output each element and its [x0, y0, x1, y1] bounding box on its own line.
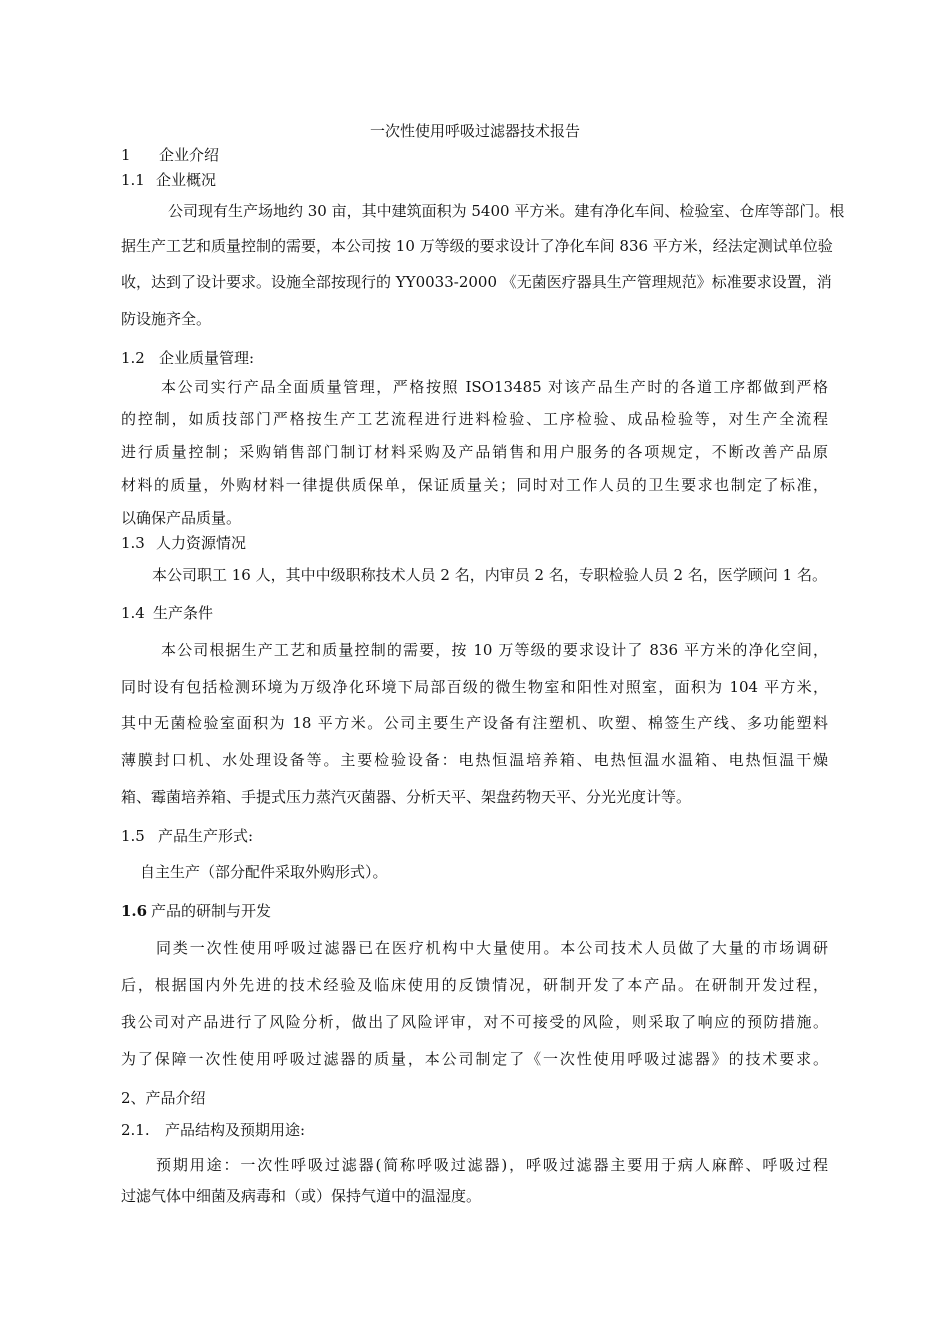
- section-title: 企业概况: [156, 171, 217, 189]
- section-title: 生产条件: [153, 604, 214, 622]
- paragraph-line: 据生产工艺和质量控制的需要，本公司按 10 万等级的要求设计了净化车间 836 平方米，经法定测试单位验: [121, 237, 833, 255]
- paragraph-line: 防设施齐全。: [121, 310, 212, 328]
- section-number: 1.4: [121, 604, 145, 622]
- section-2-1-heading: [121, 1120, 305, 1140]
- section-number: 1.3: [121, 534, 145, 552]
- paragraph-line: 其中无菌检验室面积为 18 平方米。公司主要生产设备有注塑机、吹塑、棉签生产线、多功能塑料: [121, 714, 828, 732]
- section-number: 1.2: [121, 349, 145, 367]
- section-1-6-heading: [121, 901, 271, 921]
- paragraph-line: 箱、霉菌培养箱、手提式压力蒸汽灭菌器、分析天平、架盘药物天平、分光光度计等。: [121, 788, 692, 806]
- section-number: 1.1: [121, 171, 145, 189]
- paragraph-line: 过滤气体中细菌及病毒和（或）保持气道中的温湿度。: [121, 1187, 482, 1205]
- paragraph-line: 以确保产品质量。: [121, 509, 242, 527]
- paragraph-line: 公司现有生产场地约 30 亩，其中建筑面积为 5400 平方米。建有净化车间、检验室、仓库等部门。根: [168, 202, 845, 220]
- section-title: 企业质量管理:: [159, 349, 255, 367]
- section-number: 2.1.: [121, 1121, 150, 1139]
- section-2-heading: 2、产品介绍: [121, 1089, 206, 1107]
- section-title: 企业介绍: [159, 146, 220, 164]
- paragraph-line: 本公司实行产品全面质量管理，严格按照 ISO13485 对该产品生产时的各道工序都做到严格: [161, 378, 828, 396]
- paragraph-line: 薄膜封口机、水处理设备等。主要检验设备：电热恒温培养箱、电热恒温水温箱、电热恒温干燥: [121, 751, 828, 769]
- section-1-4-heading: [121, 603, 213, 623]
- section-number: 1: [121, 146, 131, 164]
- section-1-5-heading: [121, 826, 253, 846]
- section-1-heading: [121, 145, 219, 165]
- paragraph-line: 预期用途：一次性呼吸过滤器(简称呼吸过滤器)，呼吸过滤器主要用于病人麻醉、呼吸过程: [156, 1156, 828, 1174]
- paragraph-line: 收，达到了设计要求。设施全部按现行的 YY0033-2000 《无菌医疗器具生产管理规范》标准要求设置，消: [121, 273, 832, 291]
- section-title: 人力资源情况: [156, 534, 247, 552]
- section-1-2-heading: [121, 348, 254, 368]
- paragraph-line: 同时设有包括检测环境为万级净化环境下局部百级的微生物室和阳性对照室，面积为 104 平方米，: [121, 678, 828, 696]
- section-number: 1.5: [121, 827, 145, 845]
- paragraph-line: 为了保障一次性使用呼吸过滤器的质量，本公司制定了《一次性使用呼吸过滤器》的技术要求。: [121, 1050, 828, 1068]
- paragraph-line: 进行质量控制；采购销售部门制订材料采购及产品销售和用户服务的各项规定，不断改善产品原: [121, 443, 828, 461]
- section-number: 1.6: [121, 902, 148, 920]
- paragraph-line: 材料的质量，外购材料一律提供质保单，保证质量关；同时对工作人员的卫生要求也制定了标准，: [121, 476, 828, 494]
- section-title: 产品结构及预期用途:: [165, 1121, 306, 1139]
- paragraph-line: 我公司对产品进行了风险分析，做出了风险评审，对不可接受的风险，则采取了响应的预防措施。: [121, 1013, 828, 1031]
- section-title: 产品的研制与开发: [151, 902, 272, 920]
- paragraph-line: 本公司根据生产工艺和质量控制的需要，按 10 万等级的要求设计了 836 平方米的净化空间，: [161, 641, 828, 659]
- paragraph-line: 的控制，如质技部门严格按生产工艺流程进行进料检验、工序检验、成品检验等，对生产全流程: [121, 410, 828, 428]
- section-1-3-heading: [121, 533, 246, 553]
- section-title: 产品生产形式:: [158, 827, 254, 845]
- paragraph-line: 自主生产（部分配件采取外购形式）。: [140, 863, 388, 881]
- document-title: 一次性使用呼吸过滤器技术报告: [369, 122, 580, 140]
- paragraph-line: 后，根据国内外先进的技术经验及临床使用的反馈情况，研制开发了本产品。在研制开发过程，: [121, 976, 828, 994]
- paragraph-line: 同类一次性使用呼吸过滤器已在医疗机构中大量使用。本公司技术人员做了大量的市场调研: [156, 939, 828, 957]
- section-1-1-heading: [121, 170, 216, 190]
- paragraph-line: 本公司职工 16 人，其中中级职称技术人员 2 名，内审员 2 名，专职检验人员 2 名，医学顾问 1 名。: [152, 566, 827, 584]
